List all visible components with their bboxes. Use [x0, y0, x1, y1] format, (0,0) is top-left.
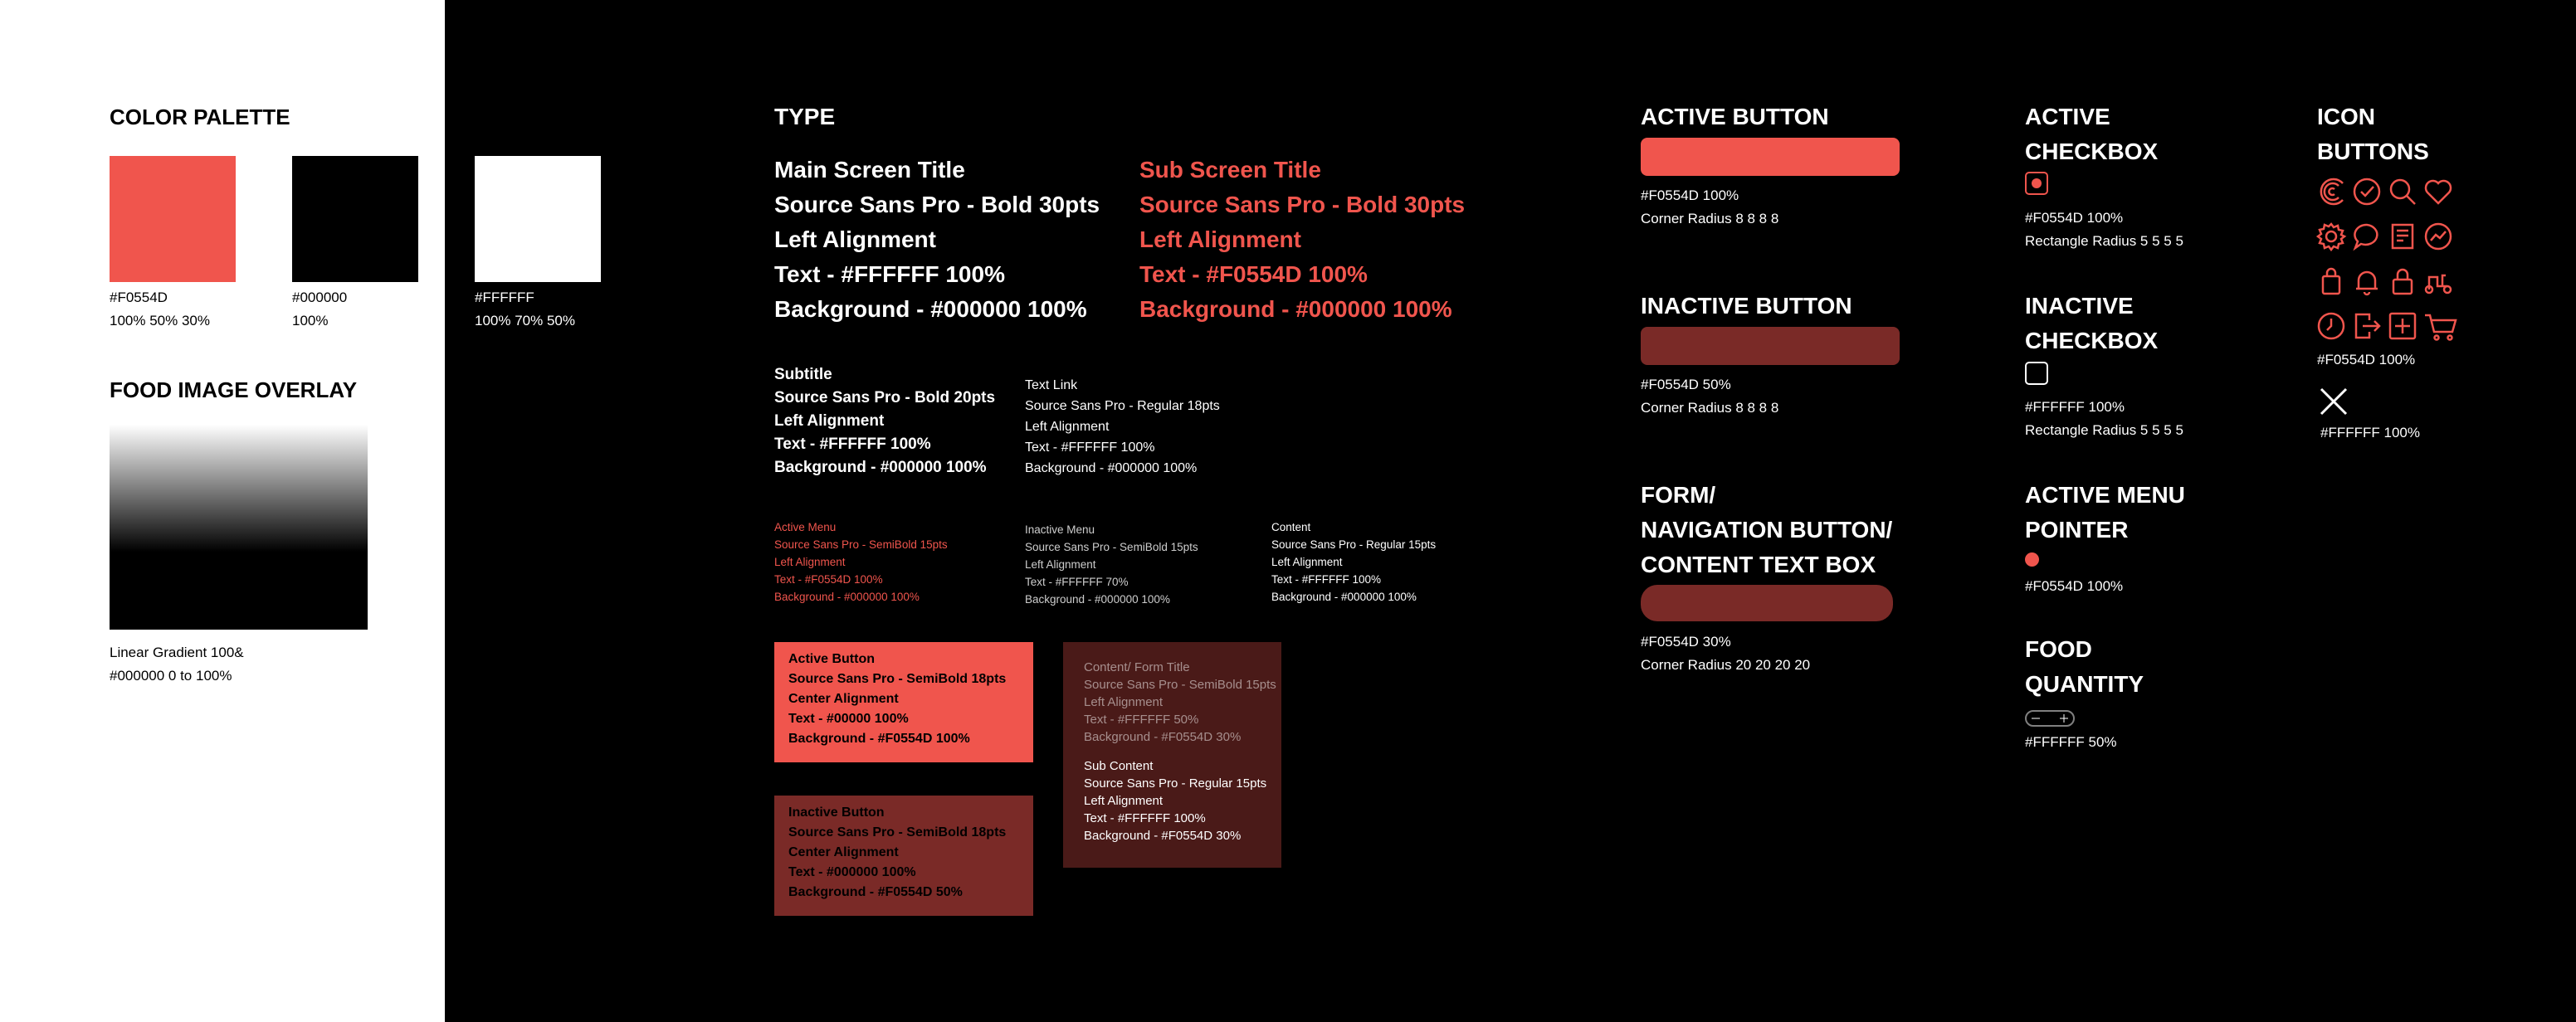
lock-icon[interactable]: [2387, 265, 2418, 297]
dish-icon[interactable]: [2315, 176, 2347, 207]
search-icon[interactable]: [2387, 176, 2418, 207]
inactive-checkbox-title: INACTIVE CHECKBOX: [2025, 293, 2159, 353]
swatch-white: [475, 156, 601, 282]
close-icon-spec: #FFFFFF 100%: [2320, 425, 2420, 440]
form-button-title: FORM/ NAVIGATION BUTTON/ CONTENT TEXT BOX: [1641, 482, 1893, 577]
active-checkbox-title: ACTIVE CHECKBOX: [2025, 104, 2159, 164]
bell-icon[interactable]: [2351, 265, 2383, 297]
content-spec: Content Source Sans Pro - Regular 15pts Left Alignment Text - #FFFFFF 100% Background - #000000 100%: [1271, 521, 1437, 603]
food-quantity-spec: #FFFFFF 50%: [2025, 734, 2117, 750]
overlay-title: FOOD IMAGE OVERLAY: [110, 377, 358, 402]
content-box-sample: Content/ Form Title Source Sans Pro - SemiBold 15pts Left Alignment Text - #FFFFFF 50% Background - #F0554D 30% Sub Content Source Sans Pro - Regular 15pts Left Alignment Text - #FFFFFF 100% Background - #F0554D 30%: [1063, 642, 1281, 868]
swatch-black-label: #000000 100%: [292, 290, 348, 328]
cart-icon[interactable]: [2422, 310, 2459, 342]
swatch-white-label: #FFFFFF 100% 70% 50%: [475, 290, 575, 328]
recipe-icon[interactable]: [2387, 221, 2418, 252]
stepper-symbols: [2027, 712, 2073, 725]
inactive-button[interactable]: [1641, 327, 1900, 365]
heart-icon[interactable]: [2422, 176, 2454, 207]
active-button[interactable]: [1641, 138, 1900, 176]
inactive-menu-spec: Inactive Menu Source Sans Pro - SemiBold 15pts Left Alignment Text - #FFFFFF 70% Background - #000000 100%: [1025, 523, 1198, 606]
bag-icon[interactable]: [2315, 265, 2347, 297]
inactive-button-title: INACTIVE BUTTON: [1641, 293, 1852, 319]
food-quantity-title: FOOD QUANTITY: [2025, 636, 2144, 697]
trend-icon[interactable]: [2422, 221, 2454, 252]
chat-icon[interactable]: [2351, 221, 2383, 252]
form-button-spec: #F0554D 30% Corner Radius 20 20 20 20: [1641, 634, 1811, 673]
subtitle-spec: Subtitle Source Sans Pro - Bold 20pts Left Alignment Text - #FFFFFF 100% Background - #000000 100%: [774, 366, 996, 476]
swatch-accent-label: #F0554D 100% 50% 30%: [110, 290, 210, 328]
inactive-checkbox-spec: #FFFFFF 100% Rectangle Radius 5 5 5 5: [2025, 399, 2183, 438]
menu-pointer-spec: #F0554D 100%: [2025, 578, 2124, 594]
active-button-spec: #F0554D 100% Corner Radius 8 8 8 8: [1641, 187, 1779, 226]
type-title: TYPE: [774, 104, 836, 129]
sub-screen-title-spec: Sub Screen Title Source Sans Pro - Bold 30pts Left Alignment Text - #F0554D 100% Background - #000000 100%: [1139, 157, 1466, 322]
main-title-spec: Main Screen Title Source Sans Pro - Bold 30pts Left Alignment Text - #FFFFFF 100% Background - #000000 100%: [774, 157, 1100, 322]
palette-title: COLOR PALETTE: [110, 105, 290, 129]
checkbox-dot: [2032, 178, 2042, 188]
add-icon[interactable]: [2387, 310, 2418, 342]
active-checkbox-spec: #F0554D 100% Rectangle Radius 5 5 5 5: [2025, 210, 2183, 249]
overlay-label: Linear Gradient 100& #000000 0 to 100%: [110, 645, 244, 684]
text-link-spec: Text Link Source Sans Pro - Regular 18pts Left Alignment Text - #FFFFFF 100% Background - #000000 100%: [1025, 378, 1220, 475]
gear-icon[interactable]: [2315, 221, 2347, 252]
logout-icon[interactable]: [2351, 310, 2383, 342]
clock-icon[interactable]: [2315, 310, 2347, 342]
scooter-icon[interactable]: [2422, 265, 2454, 297]
active-checkbox[interactable]: [2025, 172, 2048, 195]
quantity-stepper[interactable]: [2025, 710, 2075, 727]
active-button-title: ACTIVE BUTTON: [1641, 104, 1829, 129]
inactive-checkbox[interactable]: [2025, 362, 2048, 385]
inactive-button-spec: #F0554D 50% Corner Radius 8 8 8 8: [1641, 377, 1779, 416]
icon-buttons-title: ICON BUTTONS: [2317, 104, 2429, 164]
active-button-sample[interactable]: Active Button Source Sans Pro - SemiBold 18pts Center Alignment Text - #00000 100% Background - #F0554D 100%: [774, 642, 1033, 762]
menu-pointer-title: ACTIVE MENU POINTER: [2025, 482, 2185, 543]
close-icon[interactable]: [2319, 387, 2349, 416]
form-navigation-button[interactable]: [1641, 585, 1893, 621]
check-icon[interactable]: [2351, 176, 2383, 207]
swatch-black: [292, 156, 418, 282]
active-menu-spec: Active Menu Source Sans Pro - SemiBold 15pts Left Alignment Text - #F0554D 100% Background - #000000 100%: [774, 521, 948, 603]
gradient-overlay: [110, 425, 368, 630]
inactive-button-sample[interactable]: Inactive Button Source Sans Pro - SemiBold 18pts Center Alignment Text - #000000 100% Background - #F0554D 50%: [774, 796, 1033, 916]
menu-pointer-dot: [2025, 552, 2039, 567]
icon-color-spec: #F0554D 100%: [2317, 352, 2416, 367]
swatch-accent: [110, 156, 236, 282]
